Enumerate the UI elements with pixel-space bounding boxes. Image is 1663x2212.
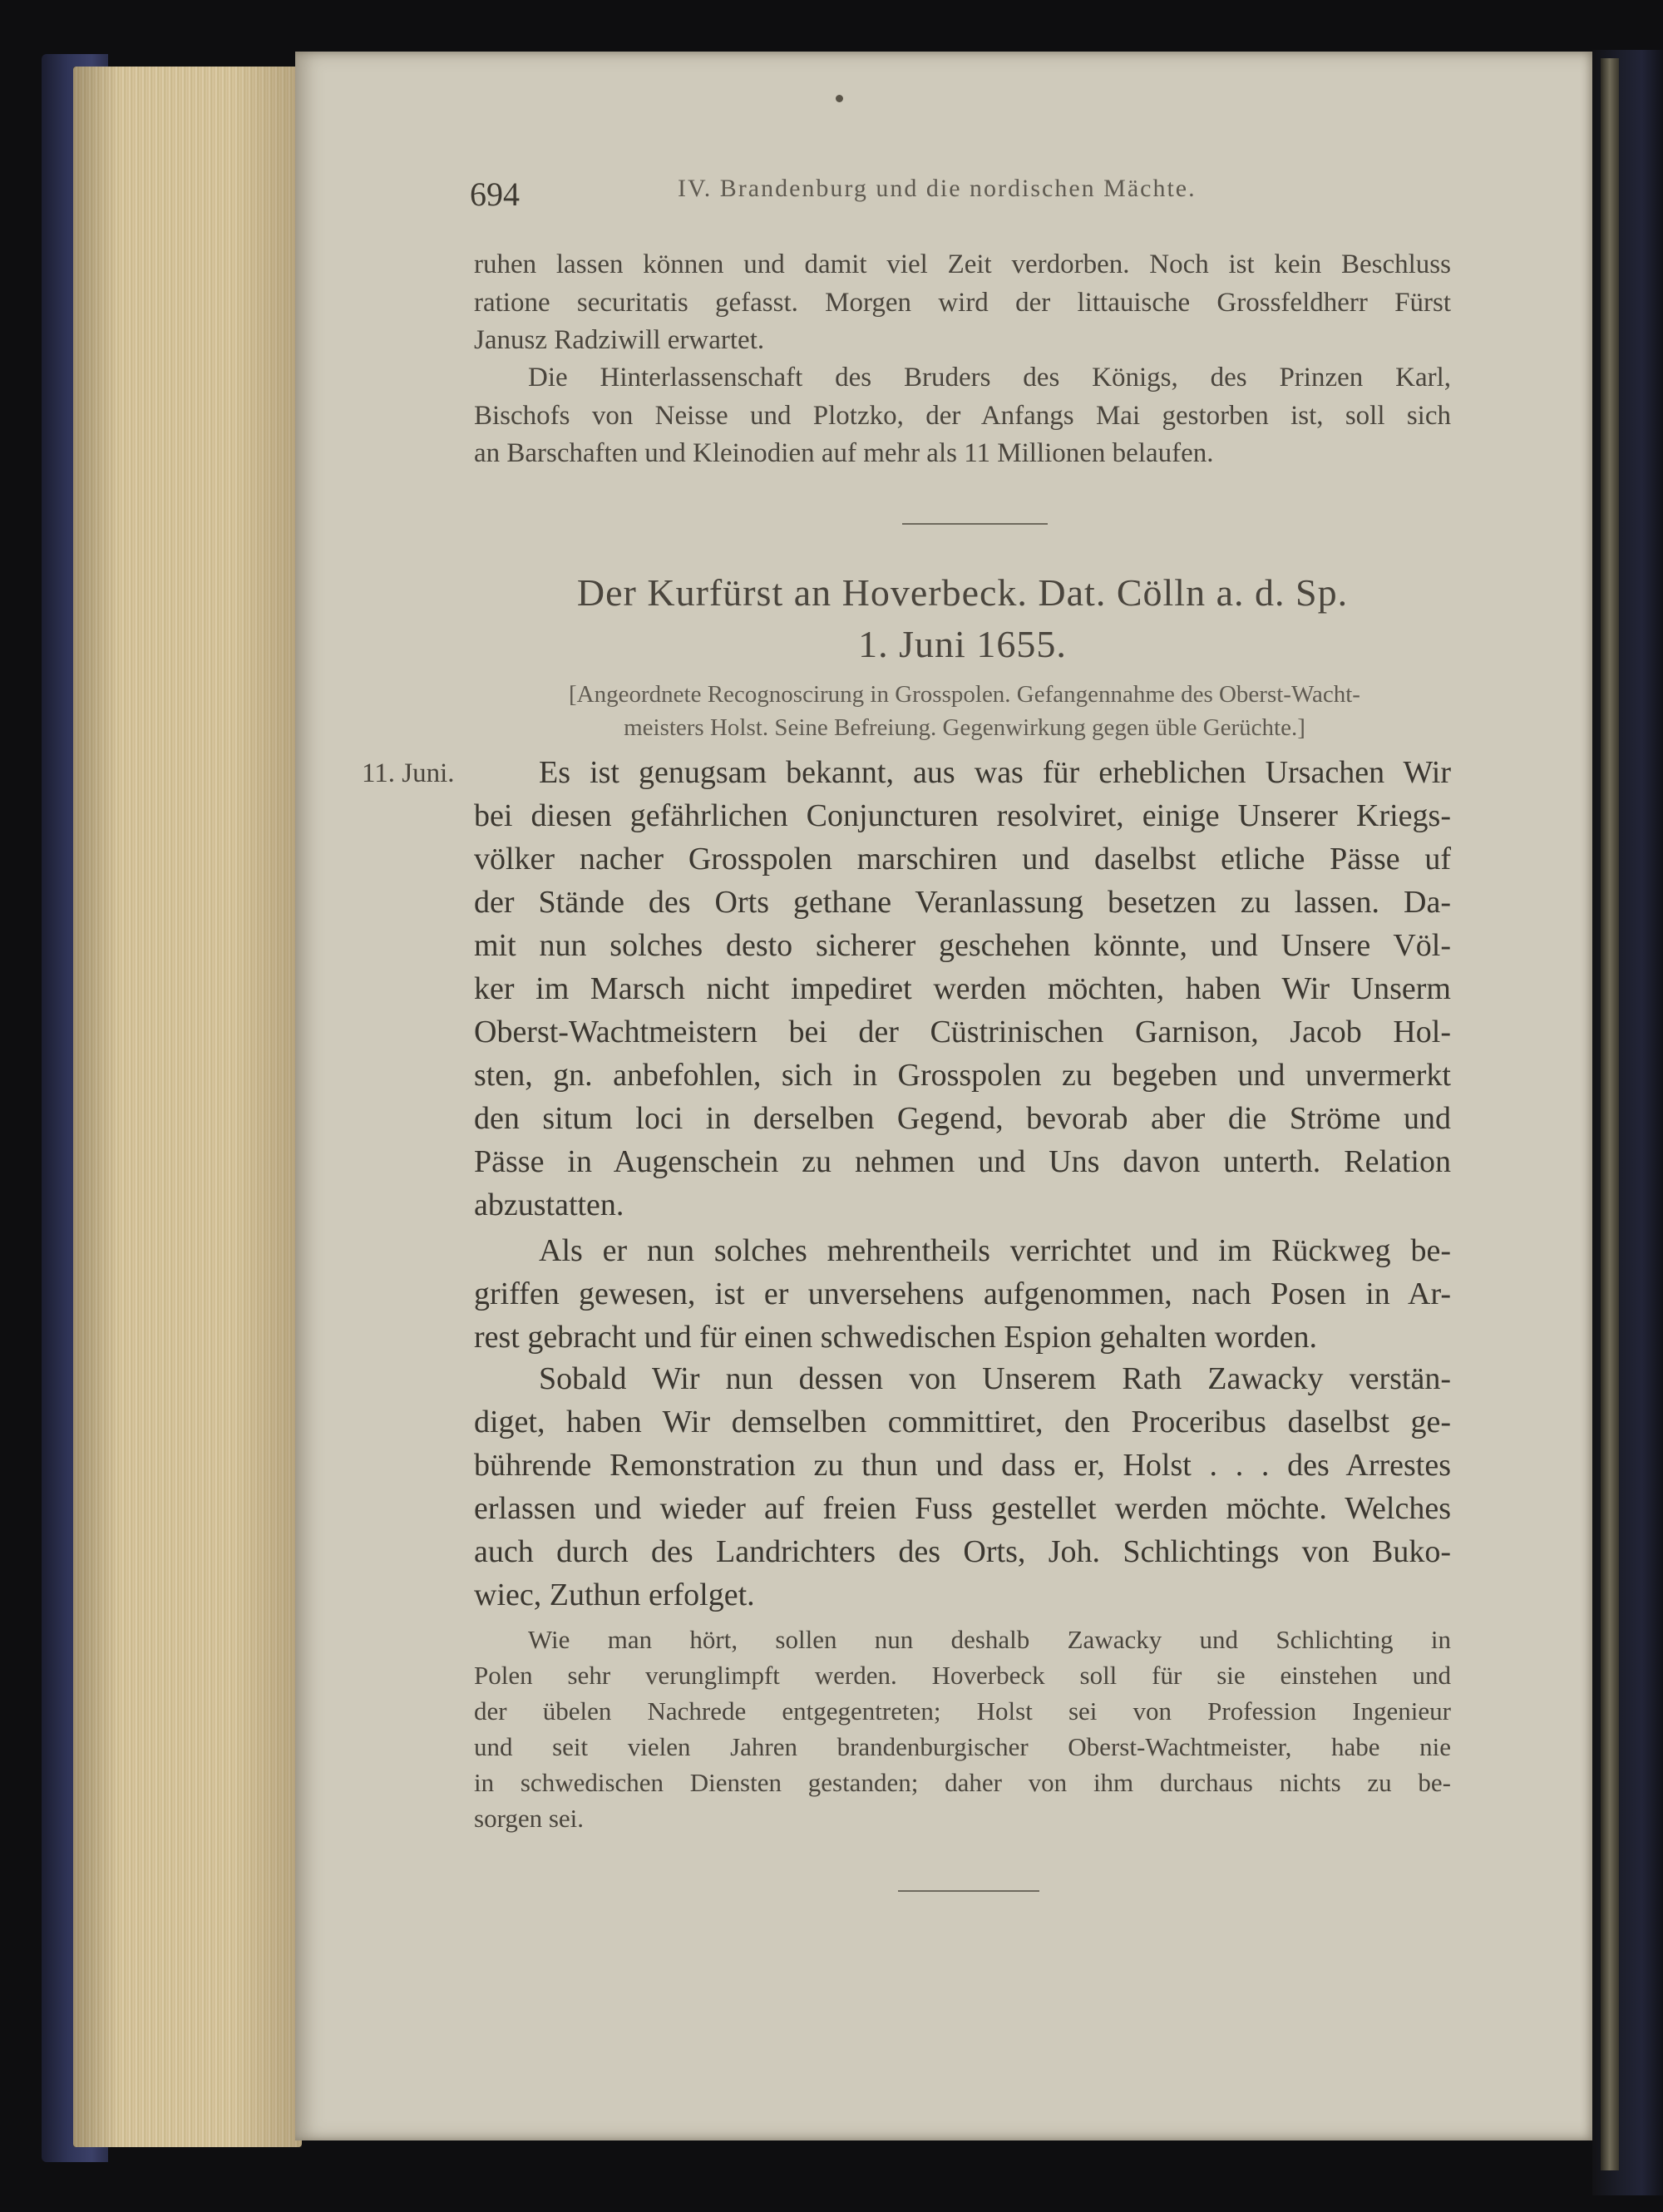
text-line: und seit vielen Jahren brandenburgischer Oberst-Wachtmeister, habe nie bbox=[474, 1732, 1451, 1761]
text-line: der übelen Nachrede entgegentreten; Holst sei von Profession Ingenieur bbox=[474, 1696, 1451, 1726]
facing-page-edge bbox=[1601, 58, 1619, 2170]
text-line: griffen gewesen, ist er unversehens aufgenommen, nach Posen in Ar- bbox=[474, 1276, 1451, 1311]
text-line: ratione securitatis gefasst. Morgen wird der littauische Grossfeldherr Fürst bbox=[474, 287, 1451, 318]
summary-line: [Angeordnete Recognoscirung in Grosspolen. Gefangennahme des Oberst-Wacht- bbox=[569, 681, 1360, 708]
body-paragraph-3 bbox=[474, 1357, 1451, 1617]
text-line: auch durch des Landrichters des Orts, Joh. Schlichtings von Buko- bbox=[474, 1534, 1451, 1569]
section-divider bbox=[902, 523, 1048, 525]
margin-date: 11. Juni. bbox=[362, 758, 455, 788]
text-line: bührende Remonstration zu thun und dass er, Holst . . . des Arrestes bbox=[474, 1448, 1451, 1483]
summary-line: meisters Holst. Seine Befreiung. Gegenwirkung gegen üble Gerüchte.] bbox=[624, 714, 1305, 741]
text-line: Sobald Wir nun dessen von Unserem Rath Zawacky verstän- bbox=[539, 1361, 1451, 1396]
text-line: ker im Marsch nicht impediret werden möchten, haben Wir Unserm bbox=[474, 971, 1451, 1006]
text-line: ruhen lassen können und damit viel Zeit verdorben. Noch ist kein Beschluss bbox=[474, 249, 1451, 279]
section-title bbox=[474, 567, 1451, 670]
text-line: Wie man hört, sollen nun deshalb Zawacky und Schlichting in bbox=[528, 1625, 1451, 1654]
closing-divider bbox=[898, 1890, 1039, 1892]
page-speck bbox=[836, 95, 843, 102]
section-title-line: Der Kurfürst an Hoverbeck. Dat. Cölln a. d. Sp. bbox=[576, 571, 1349, 614]
body-paragraph-2 bbox=[474, 1229, 1451, 1359]
body-paragraph-1 bbox=[474, 751, 1451, 1227]
text-line: Oberst-Wachtmeistern bei der Cüstrinischen Garnison, Jacob Hol- bbox=[474, 1015, 1451, 1049]
text-line: abzustatten. bbox=[474, 1187, 624, 1222]
text-line: Als er nun solches mehrentheils verrichtet und im Rückweg be- bbox=[539, 1233, 1451, 1268]
page-number: 694 bbox=[470, 175, 520, 213]
text-line: wiec, Zuthun erfolget. bbox=[474, 1578, 755, 1612]
report-paragraph bbox=[474, 1622, 1451, 1836]
section-summary bbox=[482, 678, 1447, 744]
text-line: Es ist genugsam bekannt, aus was für erheblichen Ursachen Wir bbox=[539, 755, 1451, 790]
text-line: Polen sehr verunglimpft werden. Hoverbeck soll für sie einstehen und bbox=[474, 1661, 1451, 1690]
text-line: bei diesen gefährlichen Conjuncturen resolviret, einige Unserer Kriegs- bbox=[474, 798, 1451, 833]
page-edges bbox=[73, 67, 302, 2147]
text-line: in schwedischen Diensten gestanden; daher von ihm durchaus nichts zu be- bbox=[474, 1768, 1451, 1797]
text-line: an Barschaften und Kleinodien auf mehr als 11 Millionen belaufen. bbox=[474, 438, 1214, 468]
text-line: völker nacher Grosspolen marschiren und daselbst etliche Pässe uf bbox=[474, 842, 1451, 876]
text-line: Pässe in Augenschein zu nehmen und Uns davon unterth. Relation bbox=[474, 1144, 1451, 1179]
text-line: Janusz Radziwill erwartet. bbox=[474, 325, 765, 355]
text-line: der Stände des Orts gethane Veranlassung besetzen zu lassen. Da- bbox=[474, 885, 1451, 920]
text-line: diget, haben Wir demselben committiret, den Proceribus daselbst ge- bbox=[474, 1405, 1451, 1439]
top-paragraph-2 bbox=[474, 359, 1451, 473]
section-date-line: 1. Juni 1655. bbox=[858, 623, 1067, 665]
running-head: IV. Brandenburg und die nordischen Mächte. bbox=[678, 175, 1197, 202]
text-line: erlassen und wieder auf freien Fuss gestellet werden möchte. Welches bbox=[474, 1491, 1451, 1526]
top-paragraph-1 bbox=[474, 246, 1451, 360]
text-line: mit nun solches desto sicherer geschehen könnte, und Unsere Völ- bbox=[474, 928, 1451, 963]
text-line: Die Hinterlassenschaft des Bruders des Königs, des Prinzen Karl, bbox=[528, 363, 1451, 393]
text-line: rest gebracht und für einen schwedischen Espion gehalten worden. bbox=[474, 1320, 1318, 1355]
text-line: den situm loci in derselben Gegend, bevorab aber die Ströme und bbox=[474, 1101, 1451, 1136]
text-line: sten, gn. anbefohlen, sich in Grosspolen zu begeben und unvermerkt bbox=[474, 1058, 1451, 1093]
text-line: sorgen sei. bbox=[474, 1804, 585, 1833]
text-line: Bischofs von Neisse und Plotzko, der Anfangs Mai gestorben ist, soll sich bbox=[474, 400, 1451, 431]
